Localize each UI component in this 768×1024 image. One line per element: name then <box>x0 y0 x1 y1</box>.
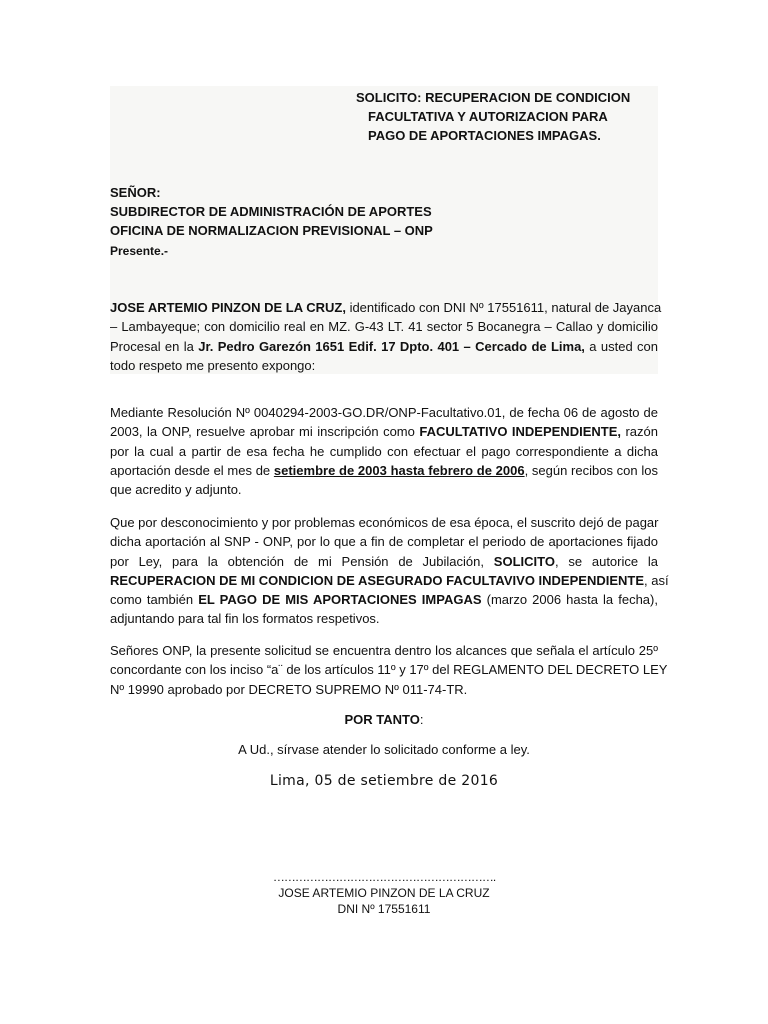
addressee-office: OFICINA DE NORMALIZACION PREVISIONAL – ONP <box>110 223 433 238</box>
p2-line-5: como también EL PAGO DE MIS APORTACIONES IMPAGAS (marzo 2006 hasta la fecha), <box>110 592 658 608</box>
p2-line-1: Que por desconocimiento y por problemas económicos de esa época, el suscrito dejó de pagar <box>110 515 659 530</box>
p1-line-1: Mediante Resolución Nº 0040294-2003-GO.DR/ONP-Facultativo.01, de fecha 06 de agosto de <box>110 405 658 420</box>
intro-line-4: todo respeto me presento expongo: <box>110 357 316 373</box>
subject-line-3: PAGO DE APORTACIONES IMPAGAS. <box>368 128 601 143</box>
presente: Presente.- <box>110 244 169 258</box>
p2-line-4: RECUPERACION DE MI CONDICION DE ASEGURADO FACULTAVIVO INDEPENDIENTE, así <box>110 572 669 588</box>
intro-line-3: Procesal en la Jr. Pedro Garezón 1651 Edif. 17 Dpto. 401 – Cercado de Lima, a usted con <box>110 338 658 354</box>
p3-line-3: Nº 19990 aprobado por DECRETO SUPREMO Nº 011-74-TR. <box>110 681 468 697</box>
subject-line-1: SOLICITO: RECUPERACION DE CONDICION <box>356 90 631 105</box>
paragraph-resolution <box>110 403 658 499</box>
intro-paragraph <box>110 298 662 375</box>
paragraph-legal-basis <box>110 641 668 699</box>
signature-name: JOSE ARTEMIO PINZON DE LA CRUZ <box>278 886 490 900</box>
p2-line-3: por Ley, para la obtención de mi Pensión de Jubilación, SOLICITO, se autorice la <box>110 553 659 569</box>
p2-line-2: dicha aportación al SNP - ONP, por lo que a fin de completar el periodo de aportaciones fijado <box>110 534 658 550</box>
subject-line-2: FACULTATIVA Y AUTORIZACION PARA <box>368 109 608 124</box>
period-underlined: setiembre de 2003 hasta febrero de 2006 <box>273 462 525 478</box>
paragraph-request <box>110 513 669 629</box>
procesal-address: Jr. Pedro Garezón 1651 Edif. 17 Dpto. 401 – Cercado de Lima, <box>198 338 585 354</box>
p3-line-1: Señores ONP, la presente solicitud se encuentra dentro los alcances que señala el artículo 25º <box>110 643 658 658</box>
p3-line-2: concordante con los inciso “a¨ de los artículos 11º y 17º del REGLAMENTO DEL DECRETO LEY <box>110 662 668 678</box>
date-line: Lima, 05 de setiembre de 2016 <box>269 773 499 789</box>
closing-request: A Ud., sírvase atender lo solicitado conforme a ley. <box>238 742 530 757</box>
p1-line-2: 2003, la ONP, resuelve aprobar mi inscripción como FACULTATIVO INDEPENDIENTE, razón <box>110 424 658 440</box>
por-tanto: POR TANTO: <box>344 712 424 727</box>
addressee-title: SUBDIRECTOR DE ADMINISTRACIÓN DE APORTES <box>110 204 432 219</box>
p1-line-3: por la cual a partir de esa fecha he cumplido con efectuar el pago correspondiente a dicha <box>110 443 658 459</box>
p1-line-5: que acredito y adjunto. <box>110 482 242 498</box>
intro-line-2: – Lambayeque; con domicilio real en MZ. G-43 LT. 41 sector 5 Bocanegra – Callao y domicilio <box>110 319 658 335</box>
applicant-name: JOSE ARTEMIO PINZON DE LA CRUZ, <box>110 300 346 315</box>
intro-line-1: JOSE ARTEMIO PINZON DE LA CRUZ, identificado con DNI Nº 17551611, natural de Jayanca <box>110 300 662 315</box>
p2-line-6: adjuntando para tal fin los formatos respetivos. <box>110 611 380 627</box>
signature-dni: DNI Nº 17551611 <box>337 902 431 916</box>
p1-line-4: aportación desde el mes de setiembre de 2003 hasta febrero de 2006, según recibos con los <box>110 462 658 478</box>
salutation: SEÑOR: <box>110 185 161 200</box>
signature-dotted-line: ……………………………………………………. <box>272 870 496 884</box>
